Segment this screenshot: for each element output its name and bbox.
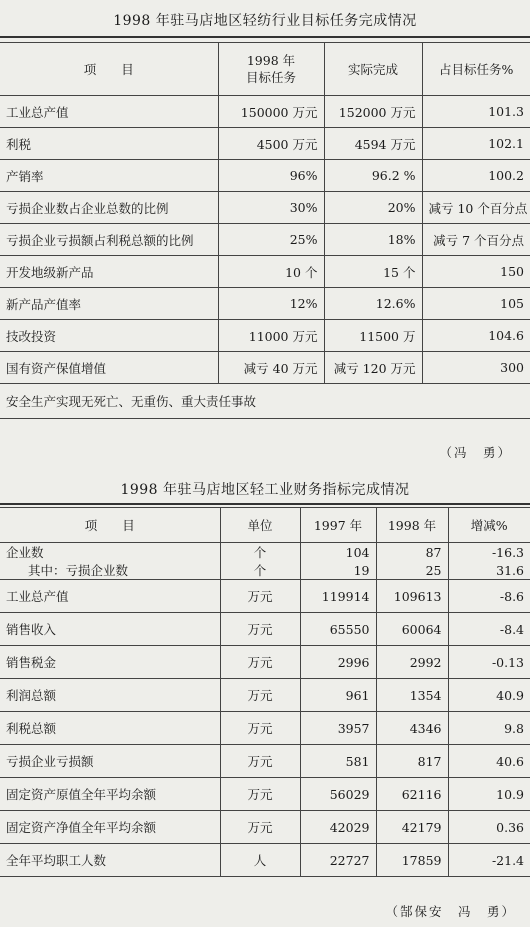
row-item: 销售收入 [0,613,220,646]
row-1997: 119914 [300,580,376,613]
row-item: 新产品产值率 [0,288,218,320]
table-row [0,745,530,778]
row-1998: 1354 [376,679,448,712]
row-unit: 万元 [220,613,300,646]
row-item: 产销率 [0,160,218,192]
table-row [0,613,530,646]
table1-note-row [0,384,530,419]
row-target: 减亏 40 万元 [218,352,324,384]
row-item: 工业总产值 [0,96,218,128]
row-target: 96% [218,160,324,192]
row-1998: 17859 [376,844,448,877]
table1-note: 安全生产实现无死亡、无重伤、重大责任事故 [0,384,530,419]
row-item: 全年平均职工人数 [0,844,220,877]
row-1997: 961 [300,679,376,712]
row-change: -8.6 [448,580,530,613]
row-1998: 2992 [376,646,448,679]
row-actual: 20% [324,192,422,224]
row-item: 固定资产净值全年平均余额 [0,811,220,844]
row-1998: 42179 [376,811,448,844]
table-row [0,580,530,613]
table2-header-1998: 1998 年 [376,508,448,543]
row-item: 企业数 [0,543,220,562]
row-change: 0.36 [448,811,530,844]
row-actual: 152000 万元 [324,96,422,128]
row-item: 工业总产值 [0,580,220,613]
table1-header-percent: 占目标任务% [422,43,530,96]
row-percent: 100.2 [422,160,530,192]
row-item: 亏损企业亏损额占利税总额的比例 [0,224,218,256]
table-row [0,543,530,562]
row-change: 31.6 [448,561,530,580]
row-1998: 25 [376,561,448,580]
row-item: 利税 [0,128,218,160]
row-percent: 105 [422,288,530,320]
table-row [0,128,530,160]
row-actual: 11500 万 [324,320,422,352]
row-percent: 102.1 [422,128,530,160]
row-percent: 104.6 [422,320,530,352]
row-item: 国有资产保值增值 [0,352,218,384]
row-change: 40.6 [448,745,530,778]
table1-header-target [218,43,324,96]
row-change: -8.4 [448,613,530,646]
row-change: -21.4 [448,844,530,877]
row-unit: 万元 [220,646,300,679]
row-change: 40.9 [448,679,530,712]
table2-top-rule [0,503,530,505]
row-target: 4500 万元 [218,128,324,160]
table-row [0,256,530,288]
table1-header-target-year: 1998 年 [246,53,296,68]
row-1997: 19 [300,561,376,580]
row-1997: 104 [300,543,376,562]
table-row [0,288,530,320]
row-percent: 150 [422,256,530,288]
row-target: 25% [218,224,324,256]
table2-header-unit: 单位 [220,508,300,543]
row-1998: 87 [376,543,448,562]
row-1998: 4346 [376,712,448,745]
table-row [0,160,530,192]
row-1997: 22727 [300,844,376,877]
table-row [0,320,530,352]
row-1997: 56029 [300,778,376,811]
table1-credit: （冯 勇） [439,445,512,460]
table2-header-item: 项 目 [0,508,220,543]
row-unit: 万元 [220,679,300,712]
table-row [0,844,530,877]
table1-header-item: 项 目 [0,43,218,96]
table1-top-rule [0,36,530,38]
row-item: 开发地级新产品 [0,256,218,288]
row-item: 亏损企业亏损额 [0,745,220,778]
table-row [0,811,530,844]
row-unit: 万元 [220,745,300,778]
row-target: 150000 万元 [218,96,324,128]
row-unit: 个 [220,543,300,562]
row-percent: 减亏 10 个百分点 [422,192,530,224]
row-change: -0.13 [448,646,530,679]
table2-header-change: 增减% [448,508,530,543]
row-1997: 65550 [300,613,376,646]
row-1997: 3957 [300,712,376,745]
table2-header-row [0,508,530,543]
table-row [0,712,530,745]
table1 [0,42,530,419]
row-target: 12% [218,288,324,320]
table1-header-target-label: 目标任务 [245,70,296,85]
row-item: 销售税金 [0,646,220,679]
row-unit: 个 [220,561,300,580]
row-percent: 减亏 7 个百分点 [422,224,530,256]
row-1997: 2996 [300,646,376,679]
table-row [0,646,530,679]
row-actual: 减亏 120 万元 [324,352,422,384]
table2-title: 1998 年驻马店地区轻工业财务指标完成情况 [120,482,410,498]
row-change: -16.3 [448,543,530,562]
table-row [0,778,530,811]
row-1997: 581 [300,745,376,778]
row-change: 9.8 [448,712,530,745]
row-unit: 万元 [220,580,300,613]
row-item: 其中：亏损企业数 [0,561,220,580]
row-item: 固定资产原值全年平均余额 [0,778,220,811]
row-unit: 人 [220,844,300,877]
table2 [0,507,530,877]
row-item: 利税总额 [0,712,220,745]
table-row [0,561,530,580]
row-1997: 42029 [300,811,376,844]
table1-header-row [0,43,530,96]
row-1998: 62116 [376,778,448,811]
row-1998: 817 [376,745,448,778]
row-1998: 60064 [376,613,448,646]
row-item: 亏损企业数占企业总数的比例 [0,192,218,224]
row-1998: 109613 [376,580,448,613]
row-unit: 万元 [220,712,300,745]
row-percent: 300 [422,352,530,384]
row-change: 10.9 [448,778,530,811]
table2-credit: （郜保安 冯 勇） [385,904,516,919]
table-row [0,192,530,224]
row-unit: 万元 [220,778,300,811]
table1-title: 1998 年驻马店地区轻纺行业目标任务完成情况 [113,13,417,29]
row-actual: 96.2 % [324,160,422,192]
row-actual: 18% [324,224,422,256]
row-actual: 15 个 [324,256,422,288]
row-item: 技改投资 [0,320,218,352]
row-actual: 12.6% [324,288,422,320]
table2-header-1997: 1997 年 [300,508,376,543]
row-item: 利润总额 [0,679,220,712]
table-row [0,96,530,128]
table-row [0,679,530,712]
row-target: 11000 万元 [218,320,324,352]
table-row [0,352,530,384]
row-unit: 万元 [220,811,300,844]
table-row [0,224,530,256]
row-target: 30% [218,192,324,224]
table1-header-actual: 实际完成 [324,43,422,96]
row-actual: 4594 万元 [324,128,422,160]
row-target: 10 个 [218,256,324,288]
row-percent: 101.3 [422,96,530,128]
